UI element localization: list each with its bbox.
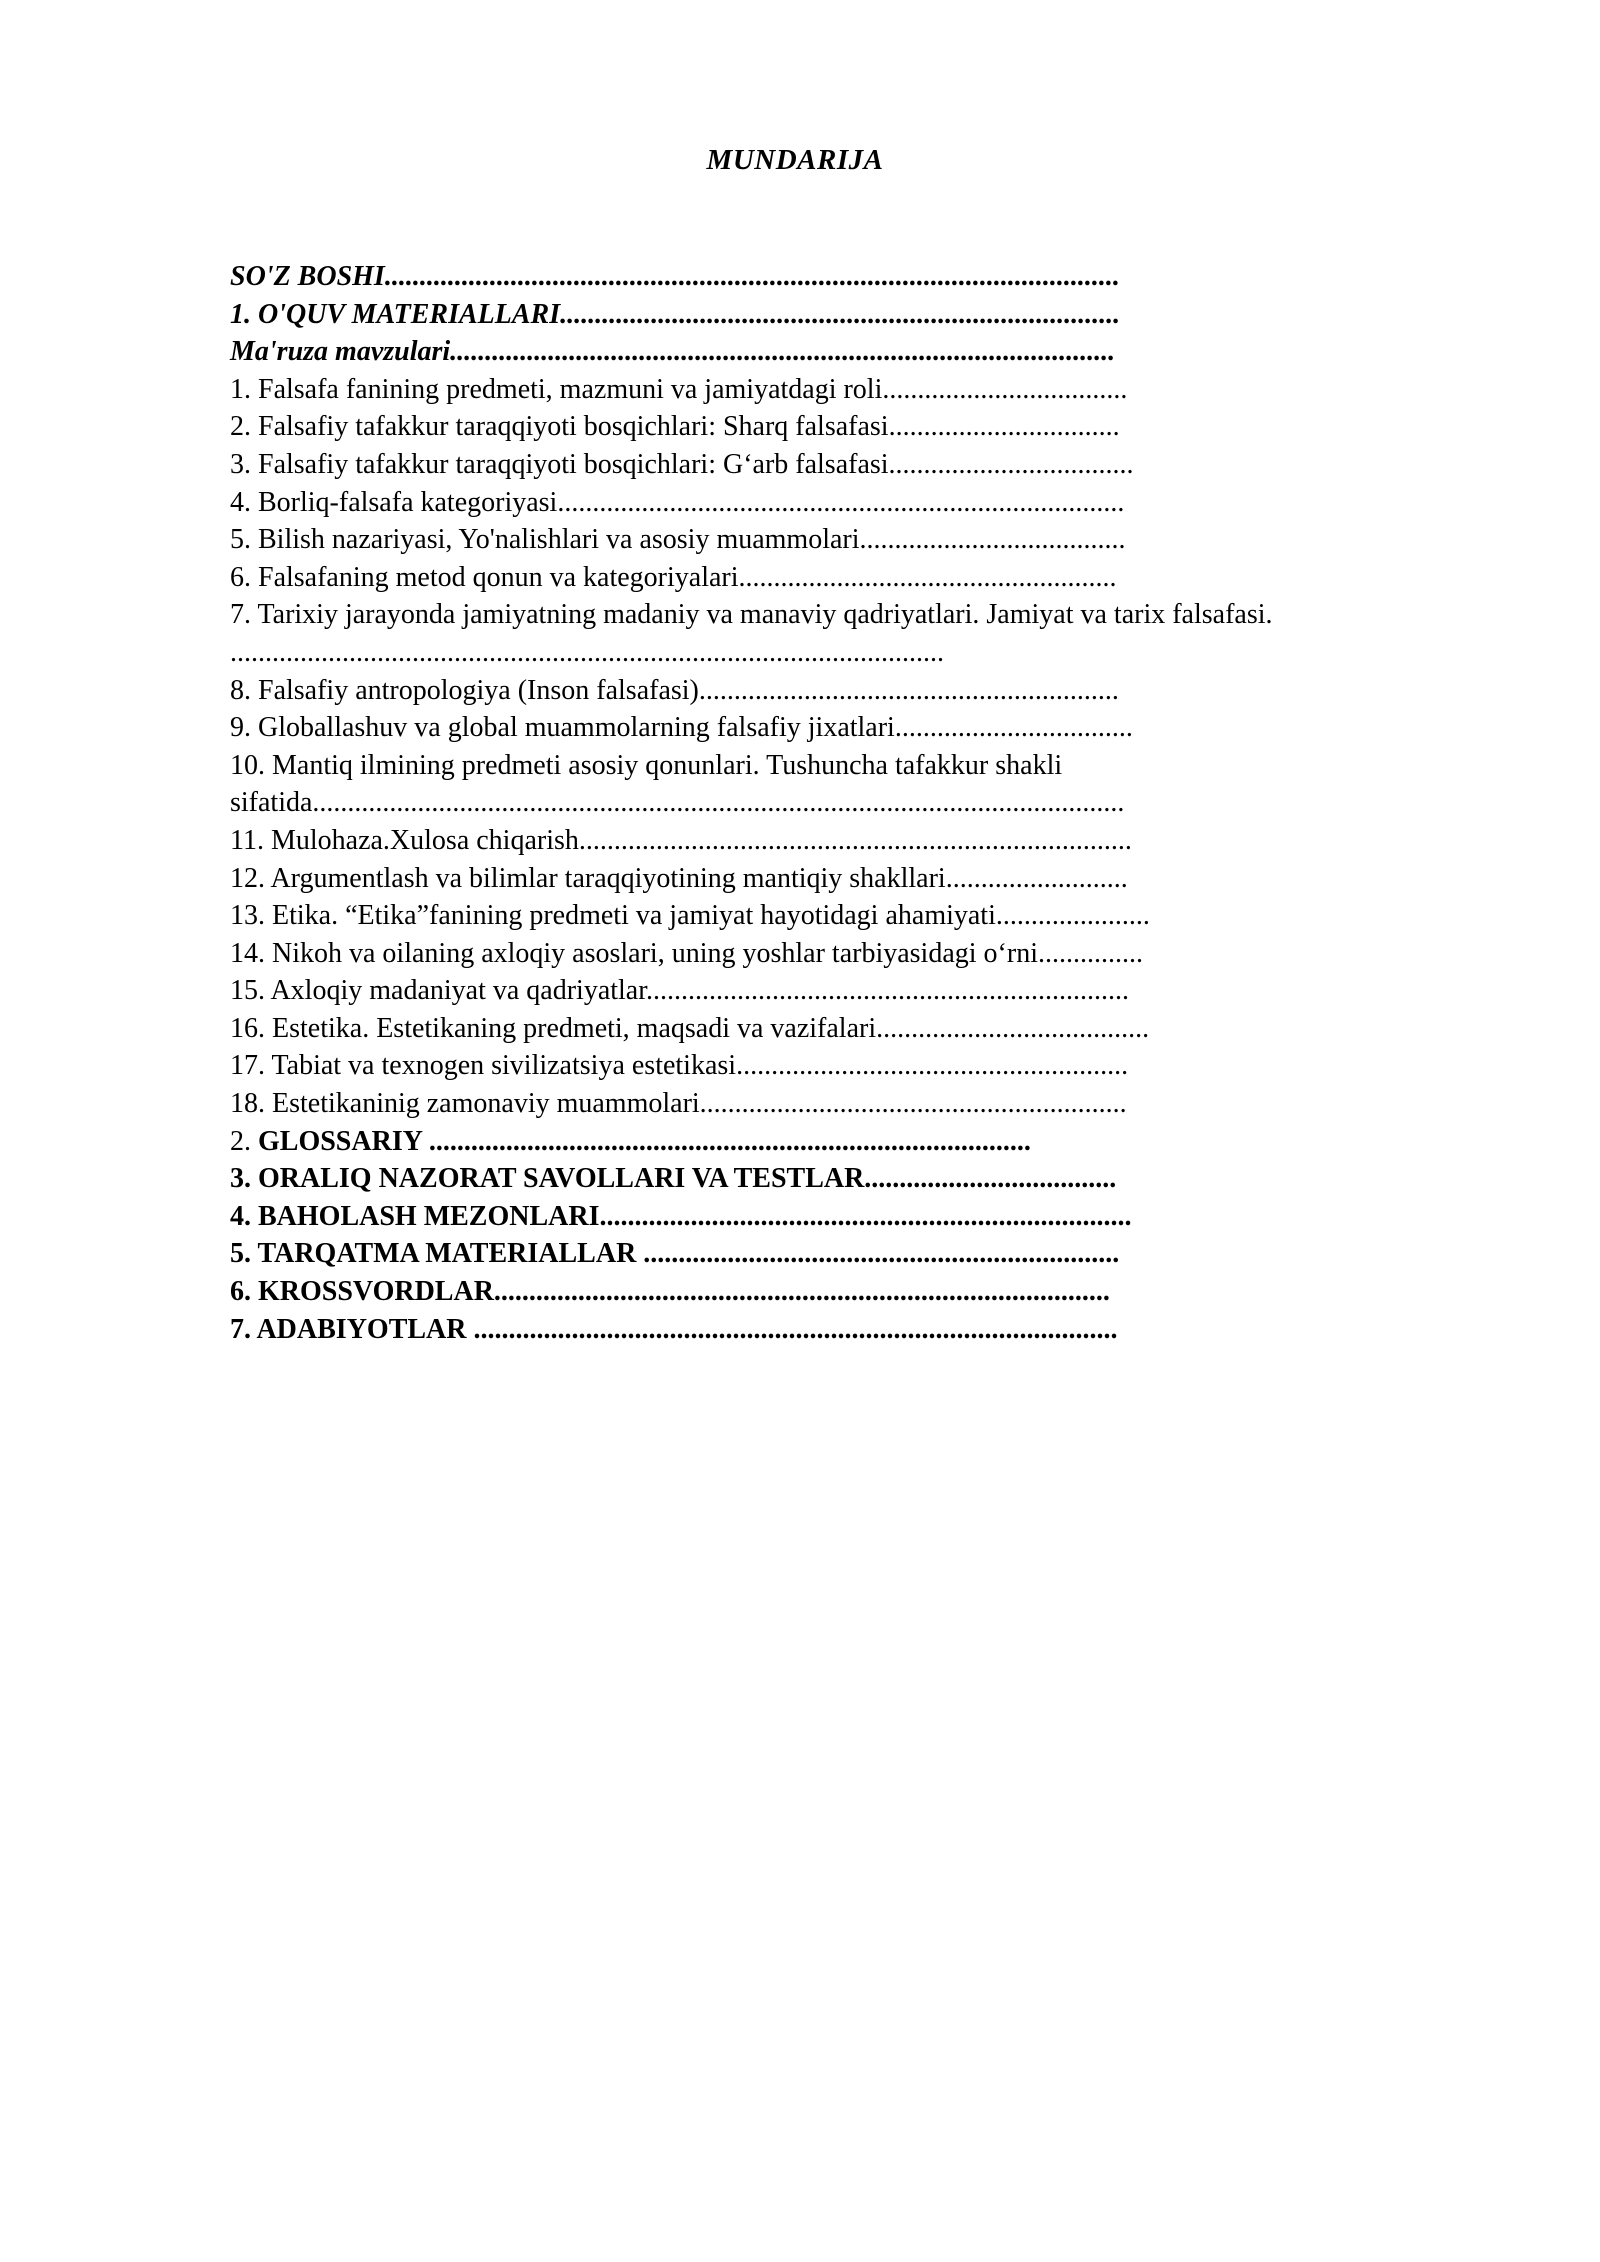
toc-entry-soz-boshi: SO'Z BOSHI......................................................................................................... <box>230 261 1120 292</box>
toc-entry-lecture-16: 16. Estetika. Estetikaning predmeti, maqsadi va vazifalari....................................... <box>230 1012 1150 1044</box>
toc-entry-lecture-17: 17. Tabiat va texnogen sivilizatsiya estetikasi........................................................ <box>230 1050 1129 1082</box>
toc-entry-lecture-7: 7. Tarixiy jarayonda jamiyatning madaniy va manaviy qadriyatlari. Jamiyat va tarix falsafasi. ...................................................................................................... <box>230 599 1273 668</box>
toc-entry-lecture-13: 13. Etika. “Etika”fanining predmeti va jamiyat hayotidagi ahamiyati...................... <box>230 900 1150 932</box>
toc-entry-krossvordlar: 6. KROSSVORDLAR........................................................................................ <box>230 1276 1110 1308</box>
table-of-contents <box>230 258 1330 1348</box>
toc-entry-baholash-mezonlari: 4. BAHOLASH MEZONLARI............................................................................ <box>230 1200 1132 1232</box>
toc-entry-lecture-10: 10. Mantiq ilmining predmeti asosiy qonunlari. Tushuncha tafakkur shakli sifatida.................................................................................................................... <box>230 749 1125 819</box>
toc-entry-maruza-mavzulari: Ma'ruza mavzulari............................................................................................... <box>230 336 1116 368</box>
toc-entry-lecture-12: 12. Argumentlash va bilimlar taraqqiyotining mantiqiy shakllari.......................... <box>230 862 1128 894</box>
toc-entry-tarqatma-materiallar: 5. TARQATMA MATERIALLAR .................................................................... <box>230 1238 1120 1270</box>
toc-entry-lecture-18: 18. Estetikaninig zamonaviy muammolari............................................................. <box>230 1088 1127 1120</box>
toc-entry-lecture-5: 5. Bilish nazariyasi, Yo'nalishlari va asosiy muammolari...................................... <box>230 524 1126 556</box>
toc-entry-lecture-11: 11. Mulohaza.Xulosa chiqarish............................................................................... <box>230 824 1132 856</box>
toc-entry-lecture-8: 8. Falsafiy antropologiya (Inson falsafasi)............................................................ <box>230 674 1119 706</box>
toc-entry-number: 2. <box>230 1125 258 1157</box>
toc-entry-lecture-2: 2. Falsafiy tafakkur taraqqiyoti bosqichlari: Sharq falsafasi................................. <box>230 411 1120 443</box>
page-title: MUNDARIJA <box>706 144 884 176</box>
toc-entry-lecture-4: 4. Borliq-falsafa kategoriyasi................................................................................. <box>230 486 1125 518</box>
toc-entry-lecture-1: 1. Falsafa fanining predmeti, mazmuni va jamiyatdagi roli................................... <box>230 373 1128 405</box>
toc-entry-lecture-9: 9. Globallashuv va global muammolarning falsafiy jixatlari.................................. <box>230 712 1133 744</box>
toc-entry-oquv-materiallari: 1. O'QUV MATERIALLARI................................................................................ <box>230 298 1121 330</box>
toc-entry-glossariy <box>230 1123 1330 1161</box>
toc-entry-lecture-3: 3. Falsafiy tafakkur taraqqiyoti bosqichlari: G‘arb falsafasi................................... <box>230 448 1134 480</box>
toc-entry-lecture-15: 15. Axloqiy madaniyat va qadriyatlar..................................................................... <box>230 975 1130 1007</box>
toc-entry-lecture-6: 6. Falsafaning metod qonun va kategoriyalari...................................................... <box>230 561 1117 593</box>
toc-entry-oraliq-nazorat: 3. ORALIQ NAZORAT SAVOLLARI VA TESTLAR.................................... <box>230 1163 1117 1195</box>
toc-entry-adabiyotlar: 7. ADABIYOTLAR ............................................................................................ <box>230 1313 1118 1345</box>
toc-entry-lecture-14: 14. Nikoh va oilaning axloqiy asoslari, uning yoshlar tarbiyasidagi o‘rni............... <box>230 937 1143 969</box>
toc-entry-label: GLOSSARIY ...................................................................................... <box>258 1125 1031 1157</box>
